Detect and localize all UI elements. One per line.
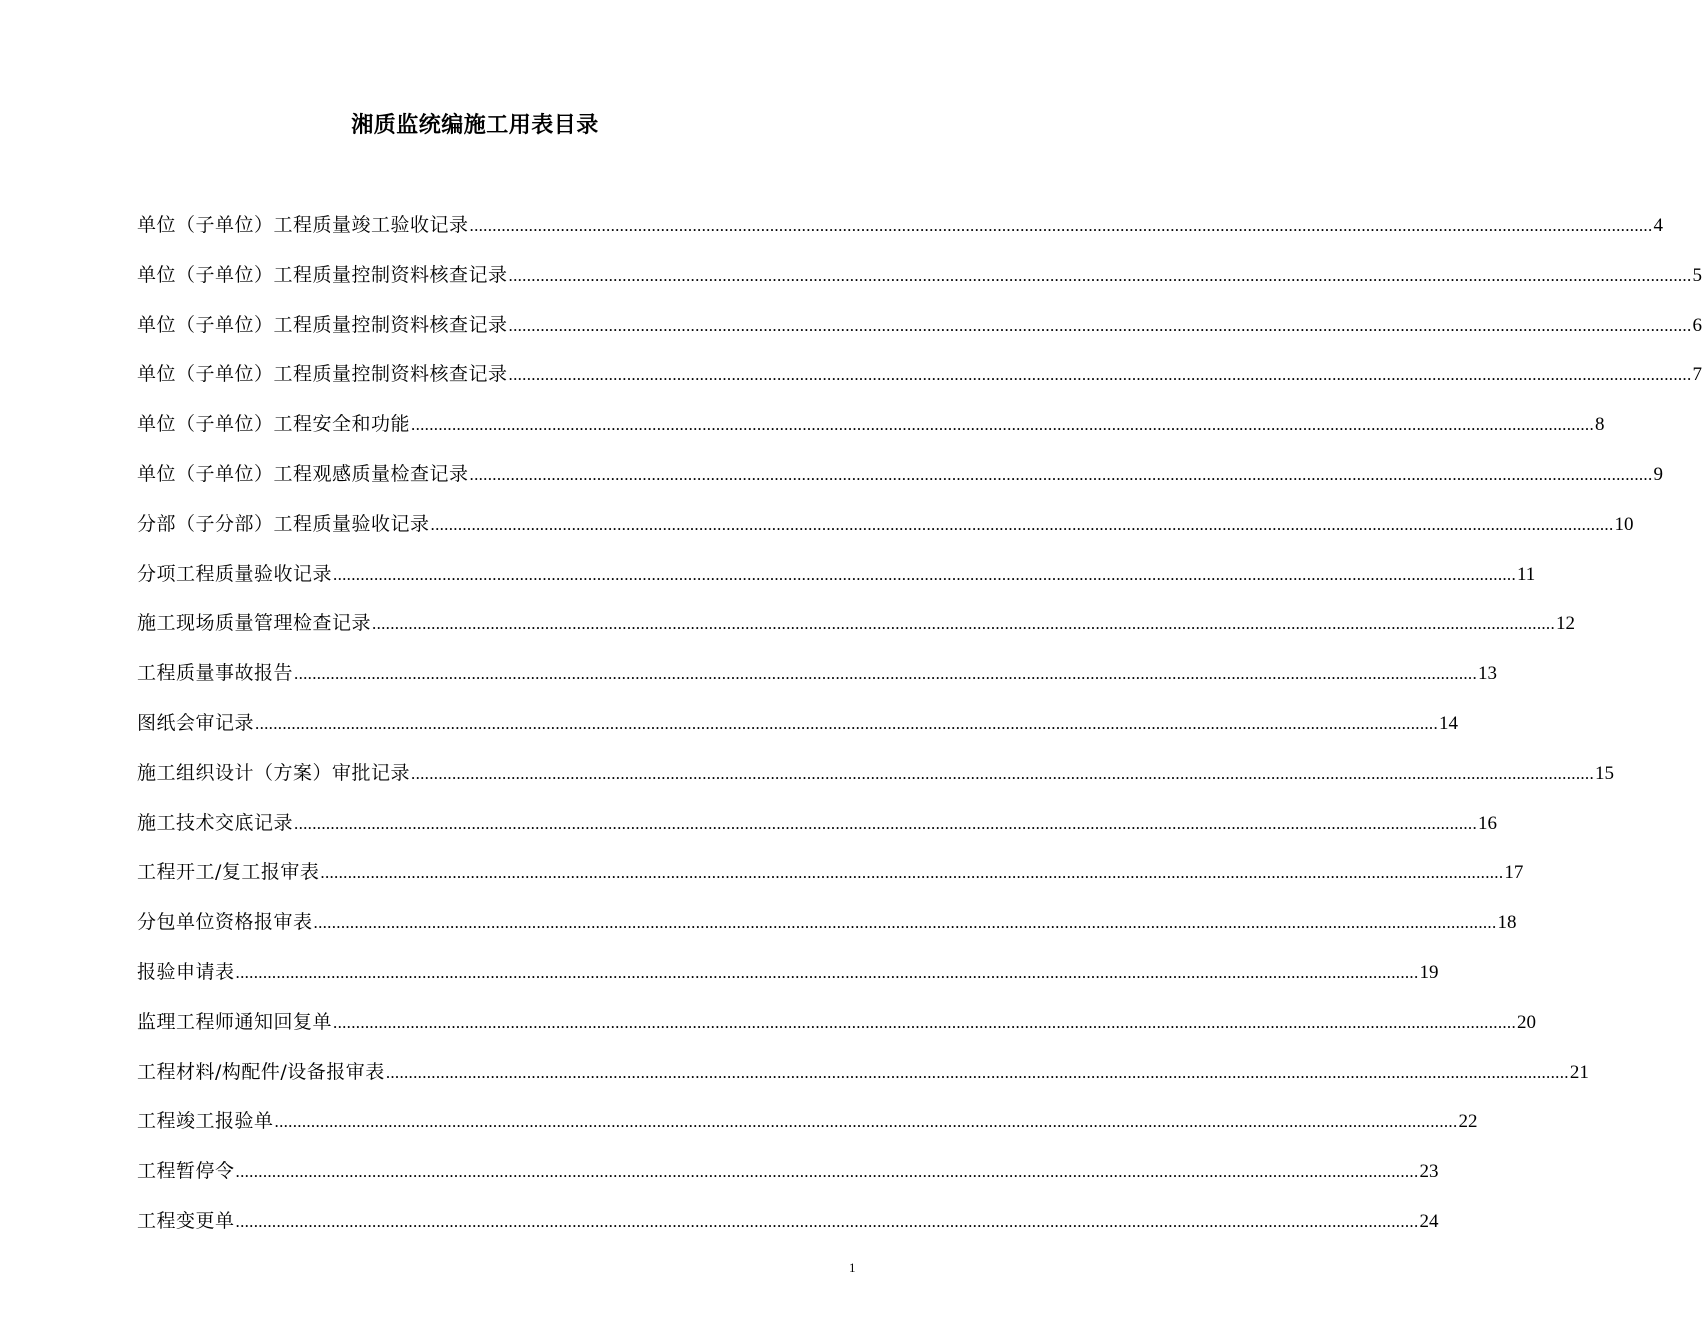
toc-entry-page: 17 [1504,862,1524,884]
toc-entry-page: 8 [1595,414,1605,436]
toc-entry-title: 工程开工/复工报审表 [137,861,320,884]
toc-entry-page: 9 [1653,463,1664,485]
toc-dot-leader: .................................................................................................................................................................................................................................................................... [508,265,1692,285]
toc-entry-page: 19 [1419,961,1439,983]
toc-entry[interactable] [137,457,1664,507]
toc-entry-title: 工程竣工报验单 [137,1110,274,1133]
toc-dot-leader: .................................................................................................................................................................................................................................................................... [320,863,1504,883]
toc-dot-leader: .................................................................................................................................................................................................................................................................... [430,514,1614,534]
toc-entry[interactable] [137,507,1634,557]
toc-entry[interactable] [137,1204,1439,1254]
toc-dot-leader: .................................................................................................................................................................................................................................................................... [294,813,1478,833]
toc-entry[interactable] [137,308,1702,358]
toc-entry[interactable] [137,1055,1589,1105]
toc-entry-title: 分包单位资格报审表 [137,911,313,934]
toc-entry[interactable] [137,706,1459,756]
toc-dot-leader: .................................................................................................................................................................................................................................................................... [469,216,1653,235]
toc-entry-page: 12 [1556,613,1576,635]
toc-entry-page: 4 [1653,215,1664,236]
toc-dot-leader: .................................................................................................................................................................................................................................................................... [274,1112,1458,1132]
toc-dot-leader: .................................................................................................................................................................................................................................................................... [385,1062,1569,1082]
toc-entry-page: 14 [1439,712,1459,734]
toc-entry-page: 24 [1419,1210,1439,1232]
toc-dot-leader: .................................................................................................................................................................................................................................................................... [508,365,1692,385]
toc-dot-leader: .................................................................................................................................................................................................................................................................... [255,713,1439,733]
toc-entry[interactable] [137,208,1664,258]
toc-entry-title: 施工组织设计（方案）审批记录 [137,761,411,784]
toc-entry-title: 工程变更单 [137,1209,235,1232]
toc-entry-page: 5 [1692,264,1702,286]
toc-dot-leader: .................................................................................................................................................................................................................................................................... [469,464,1653,484]
toc-entry-title: 工程材料/构配件/设备报审表 [137,1060,385,1083]
toc-dot-leader: .................................................................................................................................................................................................................................................................... [508,315,1692,335]
toc-entry-page: 7 [1692,364,1702,386]
toc-entry[interactable] [137,258,1702,308]
toc-entry[interactable] [137,656,1498,706]
toc-entry-title: 分项工程质量验收记录 [137,562,333,585]
toc-dot-leader: .................................................................................................................................................................................................................................................................... [411,415,1595,435]
toc-entry-title: 单位（子单位）工程观感质量检查记录 [137,462,469,485]
toc-entry-title: 施工技术交底记录 [137,811,294,834]
toc-entry-page: 22 [1458,1111,1478,1133]
toc-entry-title: 分部（子分部）工程质量验收记录 [137,512,430,535]
toc-entry-title: 图纸会审记录 [137,711,255,734]
toc-entry-page: 16 [1478,812,1498,834]
toc-dot-leader: .................................................................................................................................................................................................................................................................... [313,913,1497,933]
toc-entry[interactable] [137,1005,1537,1055]
toc-dot-leader: .................................................................................................................................................................................................................................................................... [235,1211,1419,1231]
toc-entry-page: 20 [1517,1011,1537,1033]
toc-dot-leader: .................................................................................................................................................................................................................................................................... [333,564,1517,584]
toc-dot-leader: .................................................................................................................................................................................................................................................................... [411,763,1595,783]
toc-entry[interactable] [137,407,1605,457]
toc-dot-leader: .................................................................................................................................................................................................................................................................... [333,1012,1517,1032]
toc-entry[interactable] [137,756,1615,806]
toc-entry-page: 23 [1419,1161,1439,1183]
toc-dot-leader: .................................................................................................................................................................................................................................................................... [235,962,1419,982]
toc-entry[interactable] [137,855,1524,905]
toc-entry-page: 13 [1478,663,1498,685]
toc-entry-title: 单位（子单位）工程质量控制资料核查记录 [137,263,508,286]
toc-entry[interactable] [137,606,1576,656]
toc-entry[interactable] [137,955,1439,1005]
toc-entry-title: 施工现场质量管理检查记录 [137,612,372,635]
toc-entry-title: 单位（子单位）工程安全和功能 [137,413,411,436]
toc-entry-title: 单位（子单位）工程质量竣工验收记录 [137,214,469,236]
toc-entry-page: 6 [1692,314,1702,336]
page-title: 湘质监统编施工用表目录 [351,113,599,138]
toc-entry-page: 11 [1517,563,1536,585]
toc-entry[interactable] [137,1104,1478,1154]
table-of-contents [137,208,1702,1254]
toc-entry-title: 工程暂停令 [137,1160,235,1183]
toc-entry[interactable] [137,557,1536,607]
toc-entry-title: 报验申请表 [137,960,235,983]
toc-entry-page: 10 [1614,513,1634,535]
toc-dot-leader: .................................................................................................................................................................................................................................................................... [372,614,1556,634]
toc-entry[interactable] [137,905,1517,955]
page-number: 1 [849,1260,856,1275]
toc-entry[interactable] [137,806,1498,856]
toc-entry-title: 单位（子单位）工程质量控制资料核查记录 [137,363,508,386]
toc-entry-title: 单位（子单位）工程质量控制资料核查记录 [137,313,508,336]
toc-entry-page: 21 [1569,1061,1589,1083]
toc-dot-leader: .................................................................................................................................................................................................................................................................... [294,664,1478,684]
toc-dot-leader: .................................................................................................................................................................................................................................................................... [235,1162,1419,1182]
toc-entry-title: 监理工程师通知回复单 [137,1010,333,1033]
toc-entry-page: 18 [1497,912,1517,934]
toc-entry-page: 15 [1595,762,1615,784]
toc-entry-title: 工程质量事故报告 [137,662,294,685]
toc-entry[interactable] [137,357,1702,407]
toc-entry[interactable] [137,1154,1439,1204]
